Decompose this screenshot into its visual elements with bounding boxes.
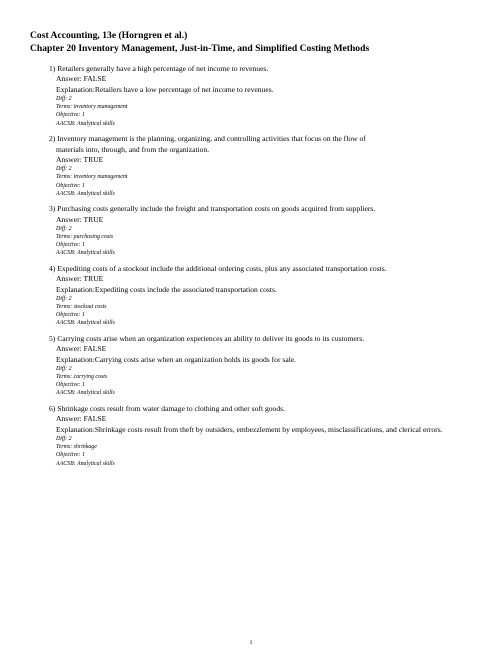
terms: Terms: purchasing costs (56, 234, 114, 241)
difficulty: Diff: 2 (56, 366, 72, 373)
objective: Objective: 1 (56, 112, 85, 119)
terms: Terms: inventory management (56, 174, 128, 181)
book-title: Cost Accounting, 13e (Horngren et al.) (30, 30, 188, 41)
question-body: Expediting costs of a stockout include the additional ordering costs, plus any associated transportation costs. (57, 263, 387, 273)
question-text (49, 134, 474, 155)
answer: Answer: FALSE (56, 74, 107, 84)
explanation-text: Carrying costs arise when an organization holds its goods for sale. (94, 354, 297, 364)
difficulty: Diff: 2 (56, 436, 72, 443)
answer: Answer: TRUE (56, 214, 104, 224)
aacsb: AACSB: Analytical skills (56, 120, 115, 127)
terms: Terms: carrying costs (56, 374, 108, 381)
explanation (49, 85, 474, 95)
aacsb: AACSB: Analytical skills (56, 320, 115, 327)
answer: Answer: TRUE (56, 274, 104, 284)
terms: Terms: stockout costs (56, 304, 107, 311)
question-body: Carrying costs arise when an organization experiences an ability to deliver its goods to its customers. (57, 333, 365, 343)
question-number: 1) (49, 64, 56, 73)
explanation (49, 425, 474, 435)
terms: Terms: shrinkage (56, 444, 97, 451)
question-body: Purchasing costs generally include the freight and transportation costs on goods acquired from suppliers. (57, 204, 376, 214)
question-item (49, 404, 474, 468)
question-number: 4) (49, 263, 56, 273)
question-number: 6) (49, 404, 56, 414)
question-item (49, 204, 474, 257)
question-list (49, 64, 474, 474)
question-text (49, 64, 474, 74)
question-number: 2) (49, 134, 56, 144)
explanation-label: Explanation: (56, 424, 95, 434)
difficulty: Diff: 2 (56, 166, 72, 173)
aacsb: AACSB: Analytical skills (56, 190, 115, 197)
question-number: 3) (49, 204, 56, 214)
aacsb: AACSB: Analytical skills (56, 460, 115, 467)
explanation (49, 355, 474, 365)
objective: Objective: 1 (56, 452, 85, 459)
answer: Answer: FALSE (56, 344, 107, 354)
question-text (49, 204, 474, 214)
question-item (49, 64, 474, 128)
objective: Objective: 1 (56, 182, 85, 189)
answer: Answer: TRUE (56, 154, 104, 164)
difficulty: Diff: 2 (56, 96, 72, 103)
explanation-text: Retailers have a low percentage of net income to revenues. (94, 84, 274, 94)
question-text (49, 404, 474, 414)
question-text (49, 264, 474, 274)
answer: Answer: FALSE (56, 414, 107, 424)
question-body: Inventory management is the planning, organizing, and controlling activities that focus on the flow of (57, 134, 366, 144)
question-body: Shrinkage costs result from water damage to clothing and other soft goods. (57, 404, 285, 414)
terms: Terms: inventory management (56, 104, 128, 111)
objective: Objective: 1 (56, 382, 85, 389)
explanation-label: Explanation: (56, 354, 95, 364)
explanation-text: Shrinkage costs result from theft by outsiders, embezzlement by employees, misclassifications, and clerical errors. (94, 424, 443, 434)
question-text (49, 334, 474, 344)
aacsb: AACSB: Analytical skills (56, 390, 115, 397)
question-body: Retailers generally have a high percentage of net income to revenues. (57, 64, 269, 73)
explanation (49, 285, 474, 295)
objective: Objective: 1 (56, 242, 85, 249)
explanation-text: Expediting costs include the associated transportation costs. (94, 284, 277, 294)
explanation-label: Explanation: (56, 284, 95, 294)
aacsb: AACSB: Analytical skills (56, 250, 115, 257)
question-item (49, 334, 474, 398)
difficulty: Diff: 2 (56, 226, 72, 232)
question-body-continued: materials into, through, and from the organization. (56, 144, 210, 154)
objective: Objective: 1 (56, 312, 85, 319)
question-item (49, 134, 474, 198)
question-number: 5) (49, 333, 56, 343)
page-number: 1 (249, 640, 253, 646)
question-item (49, 264, 474, 328)
chapter-title: Chapter 20 Inventory Management, Just-in-Time, and Simplified Costing Methods (30, 43, 370, 54)
difficulty: Diff: 2 (56, 296, 72, 303)
explanation-label: Explanation: (56, 84, 95, 94)
